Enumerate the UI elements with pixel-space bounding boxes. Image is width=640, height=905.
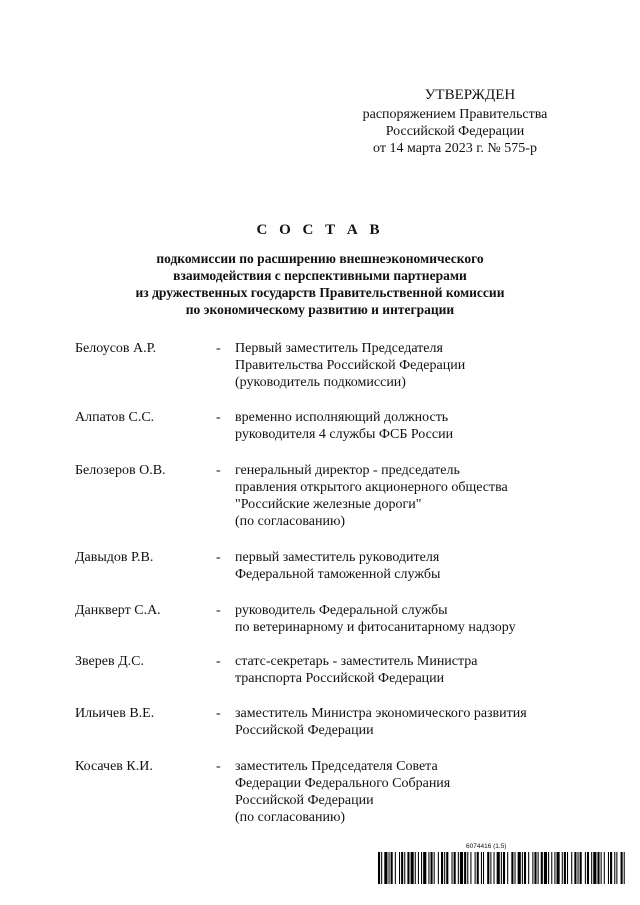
member-role [235,340,575,391]
role-line: временно исполняющий должность [235,410,449,425]
subtitle-line: по экономическому развитию и интеграции [185,302,455,317]
member-role [235,705,575,739]
role-line: (по согласованию) [235,810,346,825]
role-line: заместитель Министра экономического развития [235,706,527,721]
role-line: (по согласованию) [235,514,346,529]
approval-line-2: Российской Федерации [385,124,525,139]
approval-line-1: распоряжением Правительства [362,107,548,122]
role-line: руководителя 4 службы ФСБ России [235,427,454,442]
member-dash: - [216,759,221,774]
subtitle-line: из дружественных государств Правительственной комиссии [135,285,505,300]
barcode-label: 6074416 (1.5) [466,843,507,850]
member-name: Давыдов Р.В. [75,550,154,565]
member-role [235,653,575,687]
member-name: Ильичев В.Е. [75,706,155,721]
member-name: Белозеров О.В. [75,463,166,478]
member-name: Алпатов С.С. [75,410,155,425]
barcode-block [378,843,628,887]
approval-block [340,87,570,157]
document-title: С О С Т А В [256,222,384,238]
role-line: статс-секретарь - заместитель Министра [235,654,478,669]
member-dash: - [216,410,221,425]
member-dash: - [216,654,221,669]
role-line: Первый заместитель Председателя [235,341,443,356]
role-line: Федеральной таможенной службы [235,567,441,582]
role-line: руководитель Федеральной службы [235,603,448,618]
role-line: Правительства Российской Федерации [235,358,466,373]
member-dash: - [216,463,221,478]
member-dash: - [216,550,221,565]
approval-line-3: от 14 марта 2023 г. № 575-р [373,141,537,156]
subtitle-line: взаимодействия с перспективными партнерами [173,268,467,283]
document-subtitle [60,250,580,318]
role-line: Федерации Федерального Собрания [235,776,451,791]
member-dash: - [216,706,221,721]
member-dash: - [216,341,221,356]
member-role [235,758,575,826]
role-line: Российской Федерации [235,723,374,738]
role-line: (руководитель подкомиссии) [235,375,406,390]
role-line: генеральный директор - председатель [235,463,460,478]
member-role [235,409,575,443]
subtitle-line: подкомиссии по расширению внешнеэкономического [156,251,484,266]
role-line: транспорта Российской Федерации [235,671,445,686]
member-role [235,462,575,530]
barcode-image [378,852,626,884]
role-line: по ветеринарному и фитосанитарному надзору [235,620,516,635]
approval-stamp: УТВЕРЖДЕН [424,87,516,103]
role-line: Российской Федерации [235,793,374,808]
member-role [235,602,575,636]
member-name: Зверев Д.С. [75,654,144,669]
role-line: правления открытого акционерного общества [235,480,508,495]
member-role [235,549,575,583]
role-line: "Российские железные дороги" [235,497,422,512]
member-dash: - [216,603,221,618]
role-line: первый заместитель руководителя [235,550,440,565]
role-line: заместитель Председателя Совета [235,759,438,774]
member-name: Косачев К.И. [75,759,153,774]
member-name: Белоусов А.Р. [75,341,157,356]
member-name: Данкверт С.А. [75,603,161,618]
